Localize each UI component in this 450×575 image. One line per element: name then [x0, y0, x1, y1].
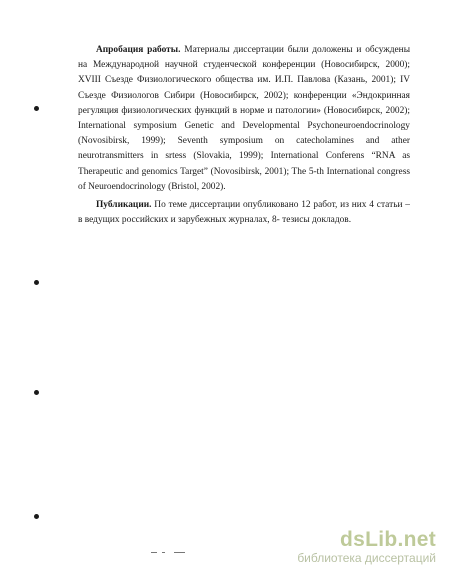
scan-artifact — [151, 552, 157, 553]
publications-paragraph — [78, 198, 410, 228]
publications-section — [78, 198, 410, 228]
binder-hole-mark — [34, 390, 39, 395]
scan-artifact — [162, 552, 165, 553]
binder-hole-mark — [34, 106, 39, 111]
publications-heading: Публикации. — [96, 200, 152, 210]
approbation-heading: Апробация работы. — [96, 45, 181, 55]
binder-hole-mark — [34, 280, 39, 285]
site-watermark — [297, 529, 436, 565]
watermark-logo: dsLib.net — [339, 528, 436, 551]
approbation-text: Материалы диссертации были доложены и обсуждены на Международной научной студенческой конференции (Новосибирск, 2000); XVIII Съезде Физиологического общества им. И.П. Павлова (Казань, 2001); IV Съезде Физиологов Сибири (Новосибирск, 2002); конференции «Эндокринная регуляция физиологических функций в норме и патологии» (Новосибирск, 2002); International symposium Genetic and Developmental Psychoneuroendocrinology (Novosibirsk, 1999); Seventh symposium on catecholamines and ather neurotransmitters in srtess (Slovakia, 1999); International Conferens “RNA as Therapeutic and genomics Target” (Novosibirsk, 2001); The 5-th International congress of Neuroendocrinology (Bristol, 2002). — [78, 45, 410, 192]
binder-hole-mark — [34, 514, 39, 519]
publications-text: По теме диссертации опубликовано 12 работ, из них 4 статьи – в ведущих российских и зарубежных журналах, 8- тезисы докладов. — [78, 200, 410, 226]
approbation-paragraph — [78, 43, 410, 195]
approbation-section — [78, 43, 410, 195]
watermark-tagline: библиотека диссертаций — [297, 551, 436, 565]
scan-artifact — [174, 552, 185, 553]
